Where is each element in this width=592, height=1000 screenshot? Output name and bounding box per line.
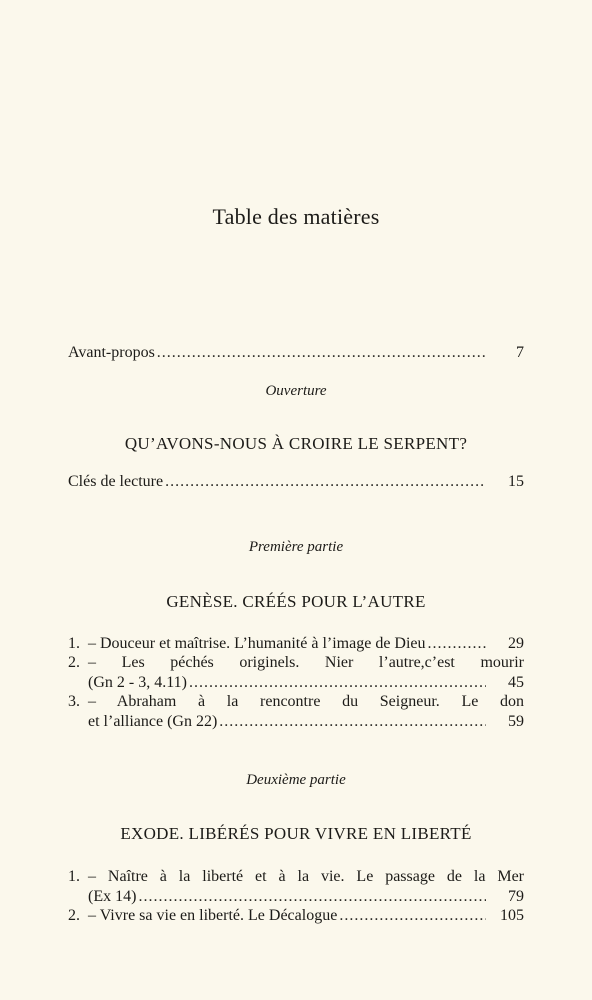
chapter-number: 3. bbox=[68, 693, 80, 710]
dot-leader bbox=[157, 343, 486, 362]
part-label-1: Première partie bbox=[248, 539, 344, 555]
chapter-number: 1. bbox=[68, 635, 80, 652]
toc-page-number: 45 bbox=[508, 674, 524, 691]
toc-entry-cles[interactable] bbox=[68, 472, 524, 491]
toc-page-number: 7 bbox=[516, 344, 524, 361]
dot-leader bbox=[339, 906, 486, 925]
chapter-title: – Vivre sa vie en liberté. Le Décalogue bbox=[88, 907, 338, 924]
section-label-ouverture: Ouverture bbox=[265, 383, 327, 399]
chapter-title-cont: et l’alliance (Gn 22) bbox=[88, 713, 218, 730]
toc-page-number: 79 bbox=[508, 888, 524, 905]
part-title-2: EXODE. LIBÉRÉS POUR VIVRE EN LIBERTÉ bbox=[120, 824, 472, 843]
toc-chapter-1-2[interactable] bbox=[68, 653, 524, 692]
section-title-ouverture: QU’AVONS-NOUS À CROIRE LE SERPENT? bbox=[124, 434, 468, 453]
chapter-title-cont: (Gn 2 - 3, 4.11) bbox=[88, 674, 187, 691]
chapter-number: 2. bbox=[68, 654, 80, 671]
dot-leader bbox=[165, 472, 486, 491]
chapter-title-cont: (Ex 14) bbox=[88, 888, 137, 905]
toc-chapter-1-1[interactable] bbox=[68, 634, 524, 653]
toc-entry-label: Clés de lecture bbox=[68, 473, 164, 490]
chapter-title: – Naître à la liberté et à la vie. Le passage de la Mer bbox=[88, 868, 524, 885]
part-label-2: Deuxième partie bbox=[246, 772, 346, 788]
dot-leader bbox=[219, 712, 486, 731]
part-title-1: GENÈSE. CRÉÉS POUR L’AUTRE bbox=[166, 592, 426, 611]
toc-page-number: 105 bbox=[500, 907, 524, 924]
toc-page-number: 15 bbox=[508, 473, 524, 490]
toc-chapter-2-2[interactable] bbox=[68, 906, 524, 925]
chapter-title: – Douceur et maîtrise. L’humanité à l’image de Dieu bbox=[88, 635, 426, 652]
dot-leader bbox=[189, 673, 486, 692]
dot-leader bbox=[138, 887, 486, 906]
chapter-title: – Abraham à la rencontre du Seigneur. Le don bbox=[88, 693, 524, 710]
toc-chapter-2-1[interactable] bbox=[68, 867, 524, 906]
toc-page-number: 59 bbox=[508, 713, 524, 730]
toc-entry-label: Avant-propos bbox=[68, 344, 155, 361]
chapter-number: 1. bbox=[68, 868, 80, 885]
toc-chapter-1-3[interactable] bbox=[68, 692, 524, 731]
toc-page-number: 29 bbox=[508, 635, 524, 652]
chapter-number: 2. bbox=[68, 907, 80, 924]
chapter-title: – Les péchés originels. Nier l’autre,c’est mourir bbox=[88, 654, 524, 671]
toc-entry-avant-propos[interactable] bbox=[68, 343, 524, 362]
page-title: Table des matières bbox=[212, 204, 380, 229]
dot-leader bbox=[428, 634, 486, 653]
